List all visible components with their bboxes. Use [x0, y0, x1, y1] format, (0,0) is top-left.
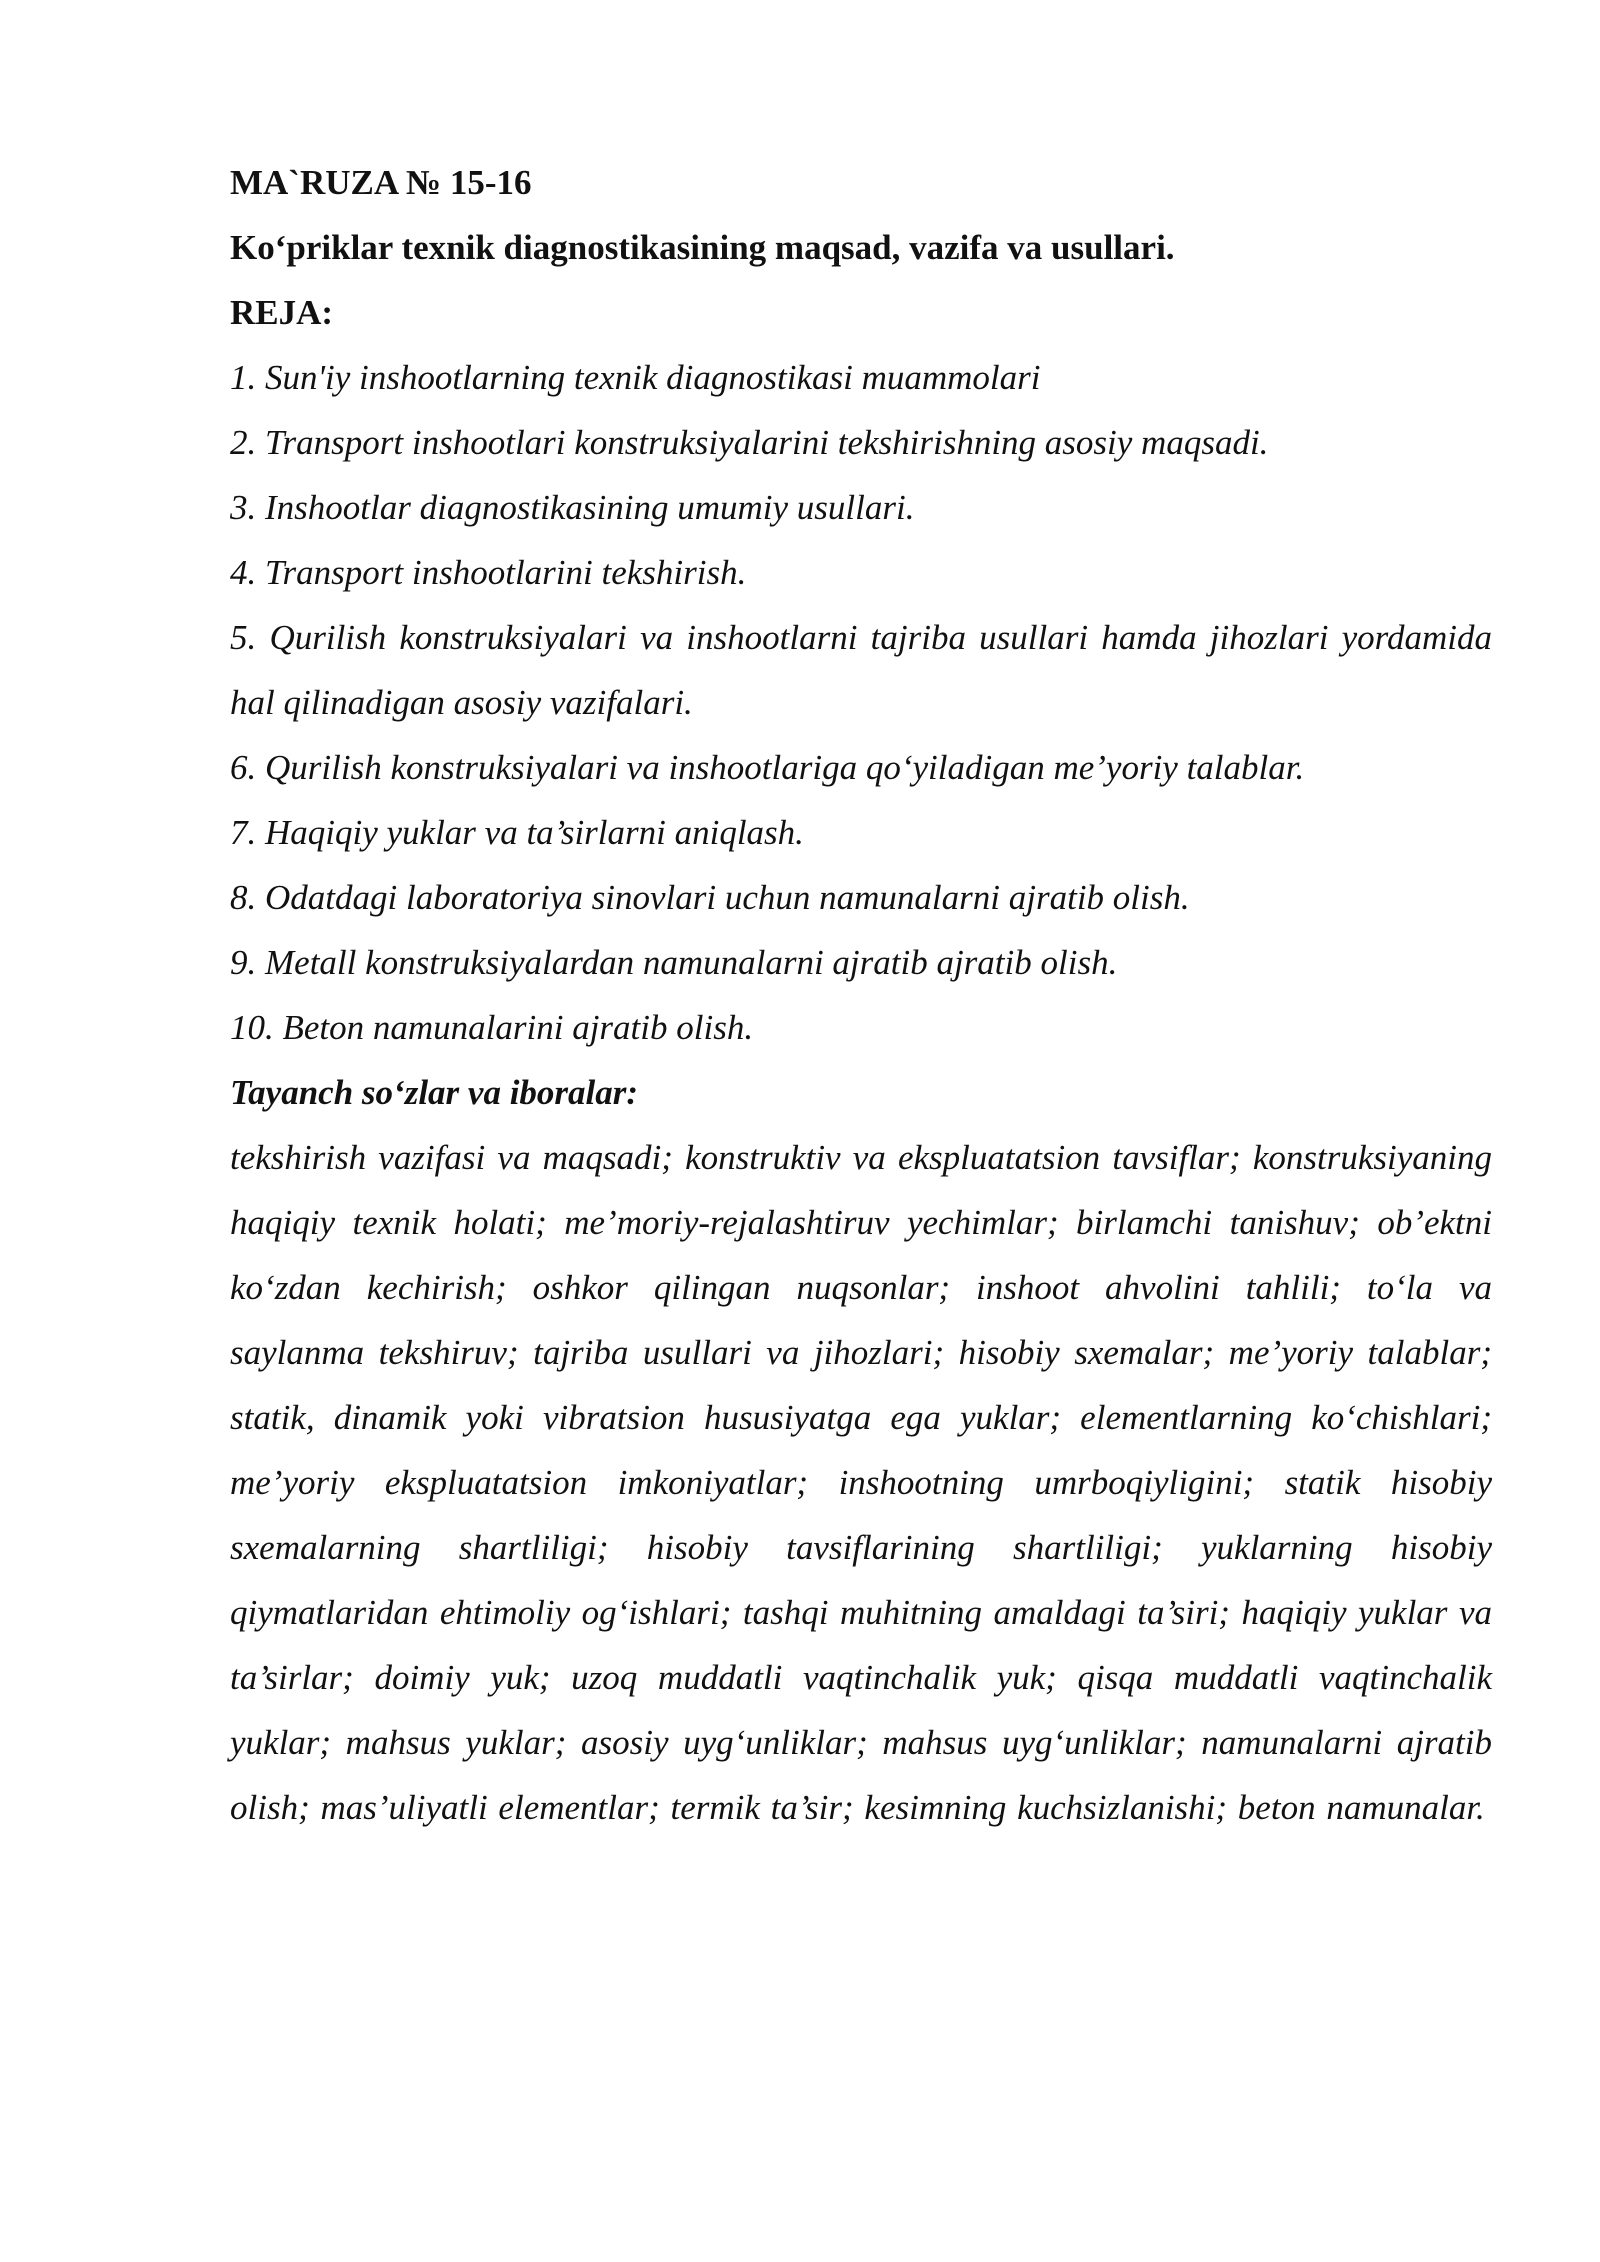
- plan-item: 5. Qurilish konstruksiyalari va inshootlarni tajriba usullari hamda jihozlari yordamida hal qilinadigan asosiy vazifalari.: [230, 618, 1492, 722]
- document-page: [230, 150, 1492, 1840]
- plan-item: 9. Metall konstruksiyalardan namunalarni ajratib ajratib olish.: [230, 943, 1118, 982]
- plan-list: [230, 345, 1492, 1060]
- plan-item: 1. Sun'iy inshootlarning texnik diagnostikasi muammolari: [230, 358, 1041, 397]
- plan-item: 7. Haqiqiy yuklar va ta’sirlarni aniqlash.: [230, 813, 804, 852]
- plan-item: 8. Odatdagi laboratoriya sinovlari uchun namunalarni ajratib olish.: [230, 878, 1190, 917]
- plan-item: 6. Qurilish konstruksiyalari va inshootlariga qo‘yiladigan me’yoriy talablar.: [230, 748, 1305, 787]
- plan-item: 4. Transport inshootlarini tekshirish.: [230, 553, 747, 592]
- plan-item: 10. Beton namunalarini ajratib olish.: [230, 1008, 754, 1047]
- lecture-number: MA`RUZA № 15-16: [230, 163, 532, 202]
- plan-item: 2. Transport inshootlari konstruksiyalarini tekshirishning asosiy maqsadi.: [230, 423, 1269, 462]
- keywords-heading: Tayanch so‘zlar va iboralar:: [230, 1073, 639, 1112]
- keywords-text: tekshirish vazifasi va maqsadi; konstruktiv va ekspluatatsion tavsiflar; konstruksiyaning haqiqiy texnik holati; me’moriy-rejalashtiruv yechimlar; birlamchi tanishuv; ob’ektni ko‘zdan kechirish; oshkor qilingan nuqsonlar; inshoot ahvolini tahlili; to‘la va saylanma tekshiruv; tajriba usullari va jihozlari; hisobiy sxemalar; me’yoriy talablar; statik, dinamik yoki vibratsion hususiyatga ega yuklar; elementlarning ko‘chishlari; me’yoriy ekspluatatsion imkoniyatlar; inshootning umrboqiyligini; statik hisobiy sxemalarning shartliligi; hisobiy tavsiflarining shartliligi; yuklarning hisobiy qiymatlaridan ehtimoliy og‘ishlari; tashqi muhitning amaldagi ta’siri; haqiqiy yuklar va ta’sirlar; doimiy yuk; uzoq muddatli vaqtinchalik yuk; qisqa muddatli vaqtinchalik yuklar; mahsus yuklar; asosiy uyg‘unliklar; mahsus uyg‘unliklar; namunalarni ajratib olish; mas’uliyatli elementlar; termik ta’sir; kesimning kuchsizlanishi; beton namunalar.: [230, 1138, 1492, 1827]
- plan-heading: REJA:: [230, 293, 334, 332]
- lecture-topic: Ko‘priklar texnik diagnostikasining maqsad, vazifa va usullari.: [230, 228, 1175, 267]
- plan-item: 3. Inshootlar diagnostikasining umumiy usullari.: [230, 488, 915, 527]
